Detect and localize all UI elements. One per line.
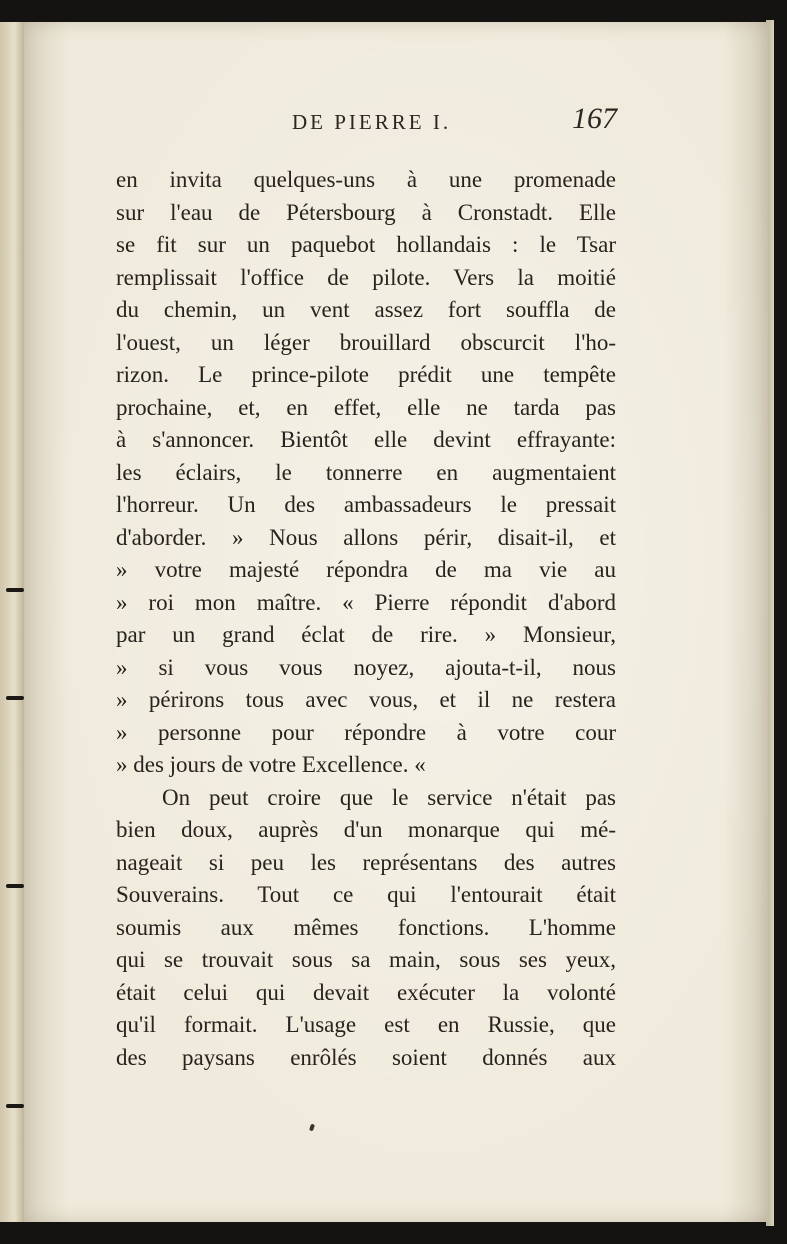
- text-line: » si vous vous noyez, ajouta-t-il, nous: [116, 654, 616, 680]
- text-line: nageait si peu les représentans des autres: [116, 849, 616, 875]
- text-line: » roi mon maître. « Pierre répondit d'abord: [116, 589, 616, 615]
- ink-speck: [309, 1124, 315, 1132]
- binding-mark: [6, 884, 24, 888]
- text-line: bien doux, auprès d'un monarque qui mé-: [116, 817, 616, 842]
- text-line: qui se trouvait sous sa main, sous ses yeux,: [116, 947, 616, 972]
- paragraph-first-line: On peut croire que le service n'était pas: [162, 784, 616, 810]
- text-line: prochaine, et, en effet, elle ne tarda pas: [116, 394, 616, 420]
- text-line: remplissait l'office de pilote. Vers la moitié: [116, 264, 616, 290]
- text-line: se fit sur un paquebot hollandais : le Tsar: [116, 232, 616, 257]
- text-line: qu'il formait. L'usage est en Russie, que: [116, 1012, 616, 1037]
- text-line: » périrons tous avec vous, et il ne restera: [116, 687, 616, 712]
- text-line: soumis aux mêmes fonctions. L'homme: [116, 914, 616, 940]
- text-line: à s'annoncer. Bientôt elle devint effrayante:: [116, 427, 616, 452]
- text-line: rizon. Le prince-pilote prédit une tempête: [116, 362, 616, 387]
- binding-mark: [6, 1104, 24, 1108]
- text-line: par un grand éclat de rire. » Monsieur,: [116, 622, 616, 647]
- text-line: » des jours de votre Excellence. «: [116, 752, 426, 777]
- text-line: Souverains. Tout ce qui l'entourait était: [116, 882, 616, 907]
- book-page: [24, 22, 768, 1222]
- running-title: DE PIERRE I.: [292, 110, 452, 134]
- running-head: [24, 102, 768, 142]
- text-line: du chemin, un vent assez fort souffla de: [116, 297, 616, 322]
- text-line: les éclairs, le tonnerre en augmentaient: [116, 459, 616, 485]
- text-line: » votre majesté répondra de ma vie au: [116, 557, 616, 582]
- text-line: » personne pour répondre à votre cour: [116, 719, 616, 745]
- text-line: des paysans enrôlés soient donnés aux: [116, 1044, 616, 1070]
- text-line: était celui qui devait exécuter la volonté: [116, 979, 616, 1005]
- text-line: d'aborder. » Nous allons périr, disait-il, et: [116, 524, 616, 550]
- page-number: 167: [572, 102, 617, 135]
- text-line: l'ouest, un léger brouillard obscurcit l'ho-: [116, 329, 616, 355]
- binding-mark: [6, 696, 24, 700]
- text-line: l'horreur. Un des ambassadeurs le pressait: [116, 492, 616, 517]
- binding-mark: [6, 588, 24, 592]
- text-line: en invita quelques-uns à une promenade: [116, 167, 616, 192]
- text-line: sur l'eau de Pétersbourg à Cronstadt. Elle: [116, 199, 616, 225]
